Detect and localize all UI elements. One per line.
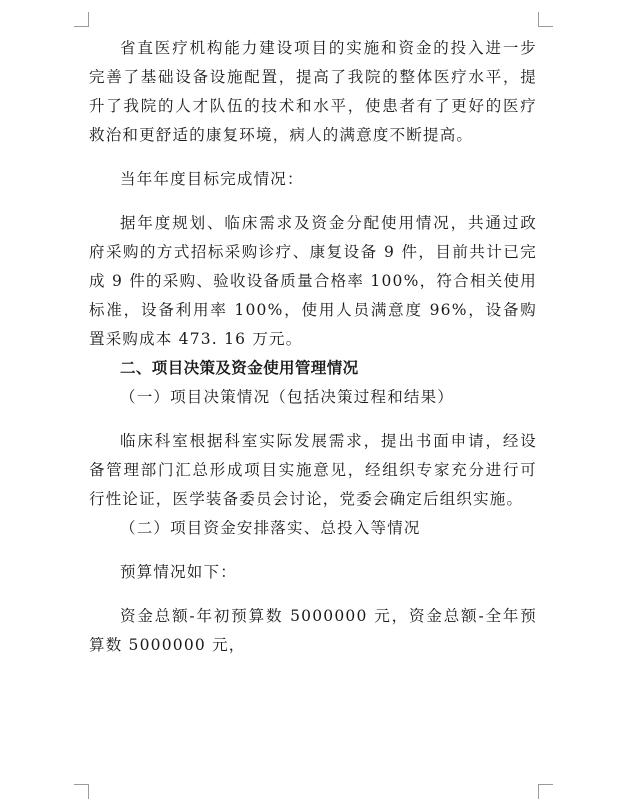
margin-mark-bottom-right — [538, 784, 553, 799]
subsection-two-heading: （二）项目资金安排落实、总投入等情况 — [120, 519, 421, 537]
budget-title: 预算情况如下： — [120, 563, 237, 581]
document-body — [89, 34, 537, 660]
section-two-heading: 二、项目决策及资金使用管理情况 — [120, 359, 359, 377]
budget-paragraph: 资金总额-年初预算数 5000000 元，资金总额-全年预算数 5000000 元， — [89, 607, 537, 654]
intro-paragraph: 省直医疗机构能力建设项目的实施和资金的投入进一步完善了基础设备设施配置，提高了我院的整体医疗水平，提升了我院的人才队伍的技术和水平，使患者有了更好的医疗救治和更舒适的康复环境，病人的满意度不断提高。 — [89, 39, 537, 144]
annual-target-paragraph: 据年度规划、临床需求及资金分配使用情况，共通过政府采购的方式招标采购诊疗、康复设备 9 件，目前共计已完成 9 件的采购、验收设备质量合格率 100%，符合相关使用标准，设备利用率 100%，使用人员满意度 96%，设备购置采购成本 473. 16 万元。 — [89, 214, 537, 348]
annual-target-title: 当年年度目标完成情况： — [120, 170, 304, 188]
decision-paragraph: 临床科室根据科室实际发展需求，提出书面申请，经设备管理部门汇总形成项目实施意见，经组织专家充分进行可行性论证，医学装备委员会讨论，党委会确定后组织实施。 — [89, 432, 537, 508]
margin-mark-top-left — [74, 12, 89, 27]
margin-mark-bottom-left — [74, 784, 89, 799]
margin-mark-top-right — [538, 12, 553, 27]
subsection-one-heading: （一）项目决策情况（包括决策过程和结果） — [120, 388, 455, 406]
